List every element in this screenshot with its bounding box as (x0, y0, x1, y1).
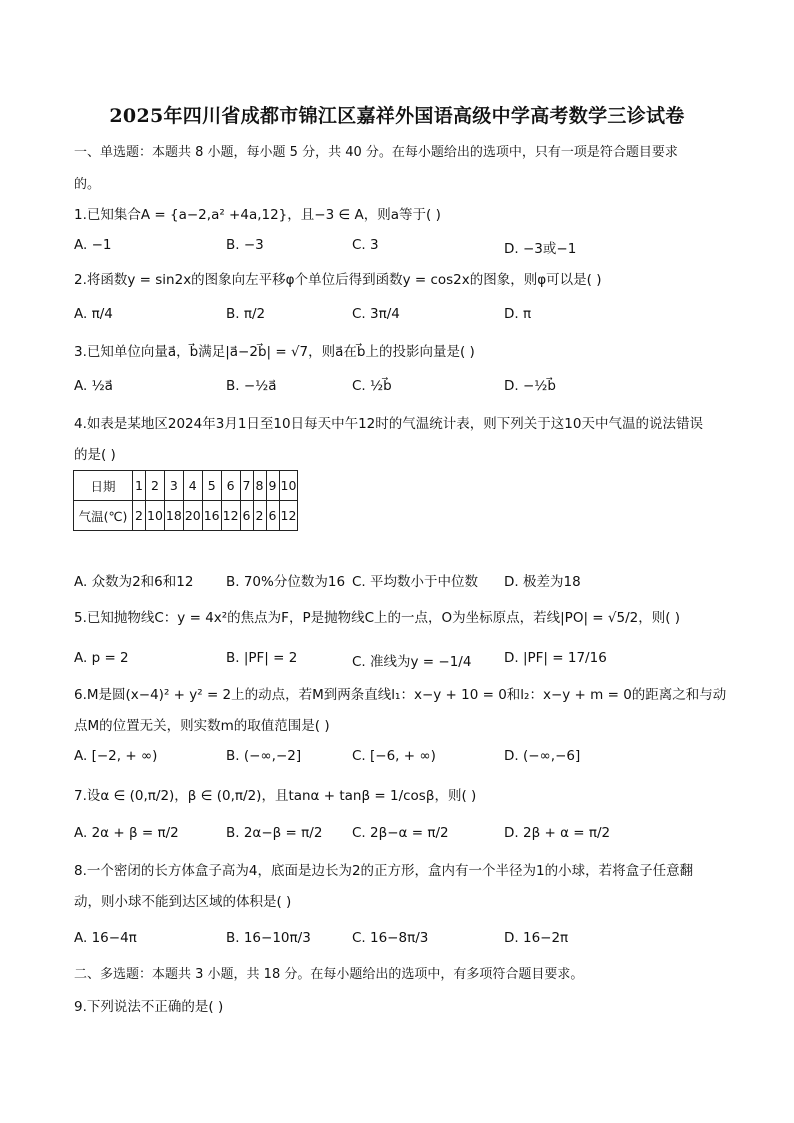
q7-option-c: C. 2β−α = π/2 (352, 825, 449, 841)
q2-option-a: A. π/4 (74, 306, 113, 322)
table-cell-label: 日期 (74, 471, 133, 501)
q6-stem-line1: 6.M是圆(x−4)² + y² = 2上的动点，若M到两条直线l₁：x−y + 10 = 0和l₂：x−y + m = 0的距离之和与动 (74, 687, 727, 703)
q8-option-a: A. 16−4π (74, 930, 137, 946)
section2-heading: 二、多选题：本题共 3 小题，共 18 分。在每小题给出的选项中，有多项符合题目要求。 (74, 967, 584, 982)
q4-stem-line2: 的是( ) (74, 447, 116, 463)
table-cell: 2 (146, 471, 165, 501)
q4-options (74, 570, 724, 592)
q2-option-b: B. π/2 (226, 306, 266, 322)
q5-options (74, 650, 724, 672)
table-cell: 4 (183, 471, 202, 501)
q8-option-b: B. 16−10π/3 (226, 930, 311, 946)
q8-option-d: D. 16−2π (504, 930, 569, 946)
table-row-temps (74, 501, 298, 531)
q3-stem: 3.已知单位向量a⃗，b⃗满足|a⃗−2b⃗| = √7，则a⃗在b⃗上的投影向量是( ) (74, 344, 475, 360)
table-cell: 8 (253, 471, 266, 501)
table-cell: 6 (266, 501, 279, 531)
q3-option-d: D. −½b⃗ (504, 378, 556, 394)
table-cell: 2 (253, 501, 266, 531)
q5-option-d: D. |PF| = 17/16 (504, 650, 607, 666)
page-title: 2025年四川省成都市锦江区嘉祥外国语高级中学高考数学三诊试卷 (109, 105, 685, 127)
q3-option-c: C. ½b⃗ (352, 378, 392, 394)
table-cell: 6 (221, 471, 240, 501)
q4-option-a: A. 众数为2和6和12 (74, 574, 194, 590)
q5-option-a: A. p = 2 (74, 650, 129, 666)
table-cell: 3 (164, 471, 183, 501)
q5-option-c: C. 准线为y = −1/4 (352, 654, 472, 670)
table-cell: 1 (133, 471, 146, 501)
table-cell: 5 (202, 471, 221, 501)
q5-stem: 5.已知抛物线C：y = 4x²的焦点为F，P是抛物线C上的一点，O为坐标原点，若线|PO| = √5/2，则( ) (74, 610, 681, 626)
section1-heading-line2: 的。 (74, 177, 101, 192)
q6-option-d: D. (−∞,−6] (504, 748, 581, 764)
q6-option-a: A. [−2, + ∞) (74, 748, 158, 764)
q8-options (74, 930, 724, 952)
q3-options (74, 378, 724, 400)
q1-option-c: C. 3 (352, 237, 379, 253)
q4-stem-line1: 4.如表是某地区2024年3月1日至10日每天中午12时的气温统计表，则下列关于这10天中气温的说法错误 (74, 416, 703, 432)
q4-option-c: C. 平均数小于中位数 (352, 574, 479, 590)
table-cell: 9 (266, 471, 279, 501)
q4-option-d: D. 极差为18 (504, 574, 581, 590)
q8-stem-line2: 动，则小球不能到达区域的体积是( ) (74, 894, 292, 910)
q2-option-c: C. 3π/4 (352, 306, 400, 322)
q1-stem: 1.已知集合A = {a−2,a² +4a,12}，且−3 ∈ A，则a等于( ) (74, 207, 441, 223)
q1-option-d: D. −3或−1 (504, 241, 577, 257)
q6-stem-line2: 点M的位置无关，则实数m的取值范围是( ) (74, 718, 330, 734)
q1-options (74, 237, 724, 259)
q6-option-c: C. [−6, + ∞) (352, 748, 436, 764)
table-cell: 18 (164, 501, 183, 531)
q2-options (74, 306, 724, 328)
q9-stem: 9.下列说法不正确的是( ) (74, 999, 224, 1015)
q4-option-b: B. 70%分位数为16 (226, 574, 346, 590)
table-cell: 10 (279, 471, 298, 501)
q7-option-d: D. 2β + α = π/2 (504, 825, 611, 841)
q7-stem: 7.设α ∈ (0,π/2)，β ∈ (0,π/2)，且tanα + tanβ = 1/cosβ，则( ) (74, 788, 477, 804)
table-cell: 12 (279, 501, 298, 531)
table-cell: 12 (221, 501, 240, 531)
table-cell: 7 (240, 471, 253, 501)
q2-option-d: D. π (504, 306, 532, 322)
q5-option-b: B. |PF| = 2 (226, 650, 298, 666)
q8-stem-line1: 8.一个密闭的长方体盒子高为4，底面是边长为2的正方形，盒内有一个半径为1的小球，若将盒子任意翻 (74, 863, 694, 879)
q7-option-b: B. 2α−β = π/2 (226, 825, 323, 841)
q6-option-b: B. (−∞,−2] (226, 748, 302, 764)
section1-heading-line1: 一、单选题：本题共 8 小题，每小题 5 分，共 40 分。在每小题给出的选项中，只有一项是符合题目要求 (74, 145, 678, 160)
q1-option-b: B. −3 (226, 237, 264, 253)
q3-option-b: B. −½a⃗ (226, 378, 277, 394)
q8-option-c: C. 16−8π/3 (352, 930, 429, 946)
temperature-table (73, 470, 298, 531)
q7-options (74, 825, 724, 847)
table-cell: 10 (146, 501, 165, 531)
table-cell: 6 (240, 501, 253, 531)
table-cell-label: 气温(℃) (74, 501, 133, 531)
q2-stem: 2.将函数y = sin2x的图象向左平移φ个单位后得到函数y = cos2x的图象，则φ可以是( ) (74, 272, 602, 288)
table-cell: 20 (183, 501, 202, 531)
table-row-dates (74, 471, 298, 501)
q6-options (74, 748, 724, 770)
table-cell: 2 (133, 501, 146, 531)
q7-option-a: A. 2α + β = π/2 (74, 825, 179, 841)
table-cell: 16 (202, 501, 221, 531)
q3-option-a: A. ½a⃗ (74, 378, 113, 394)
q1-option-a: A. −1 (74, 237, 112, 253)
